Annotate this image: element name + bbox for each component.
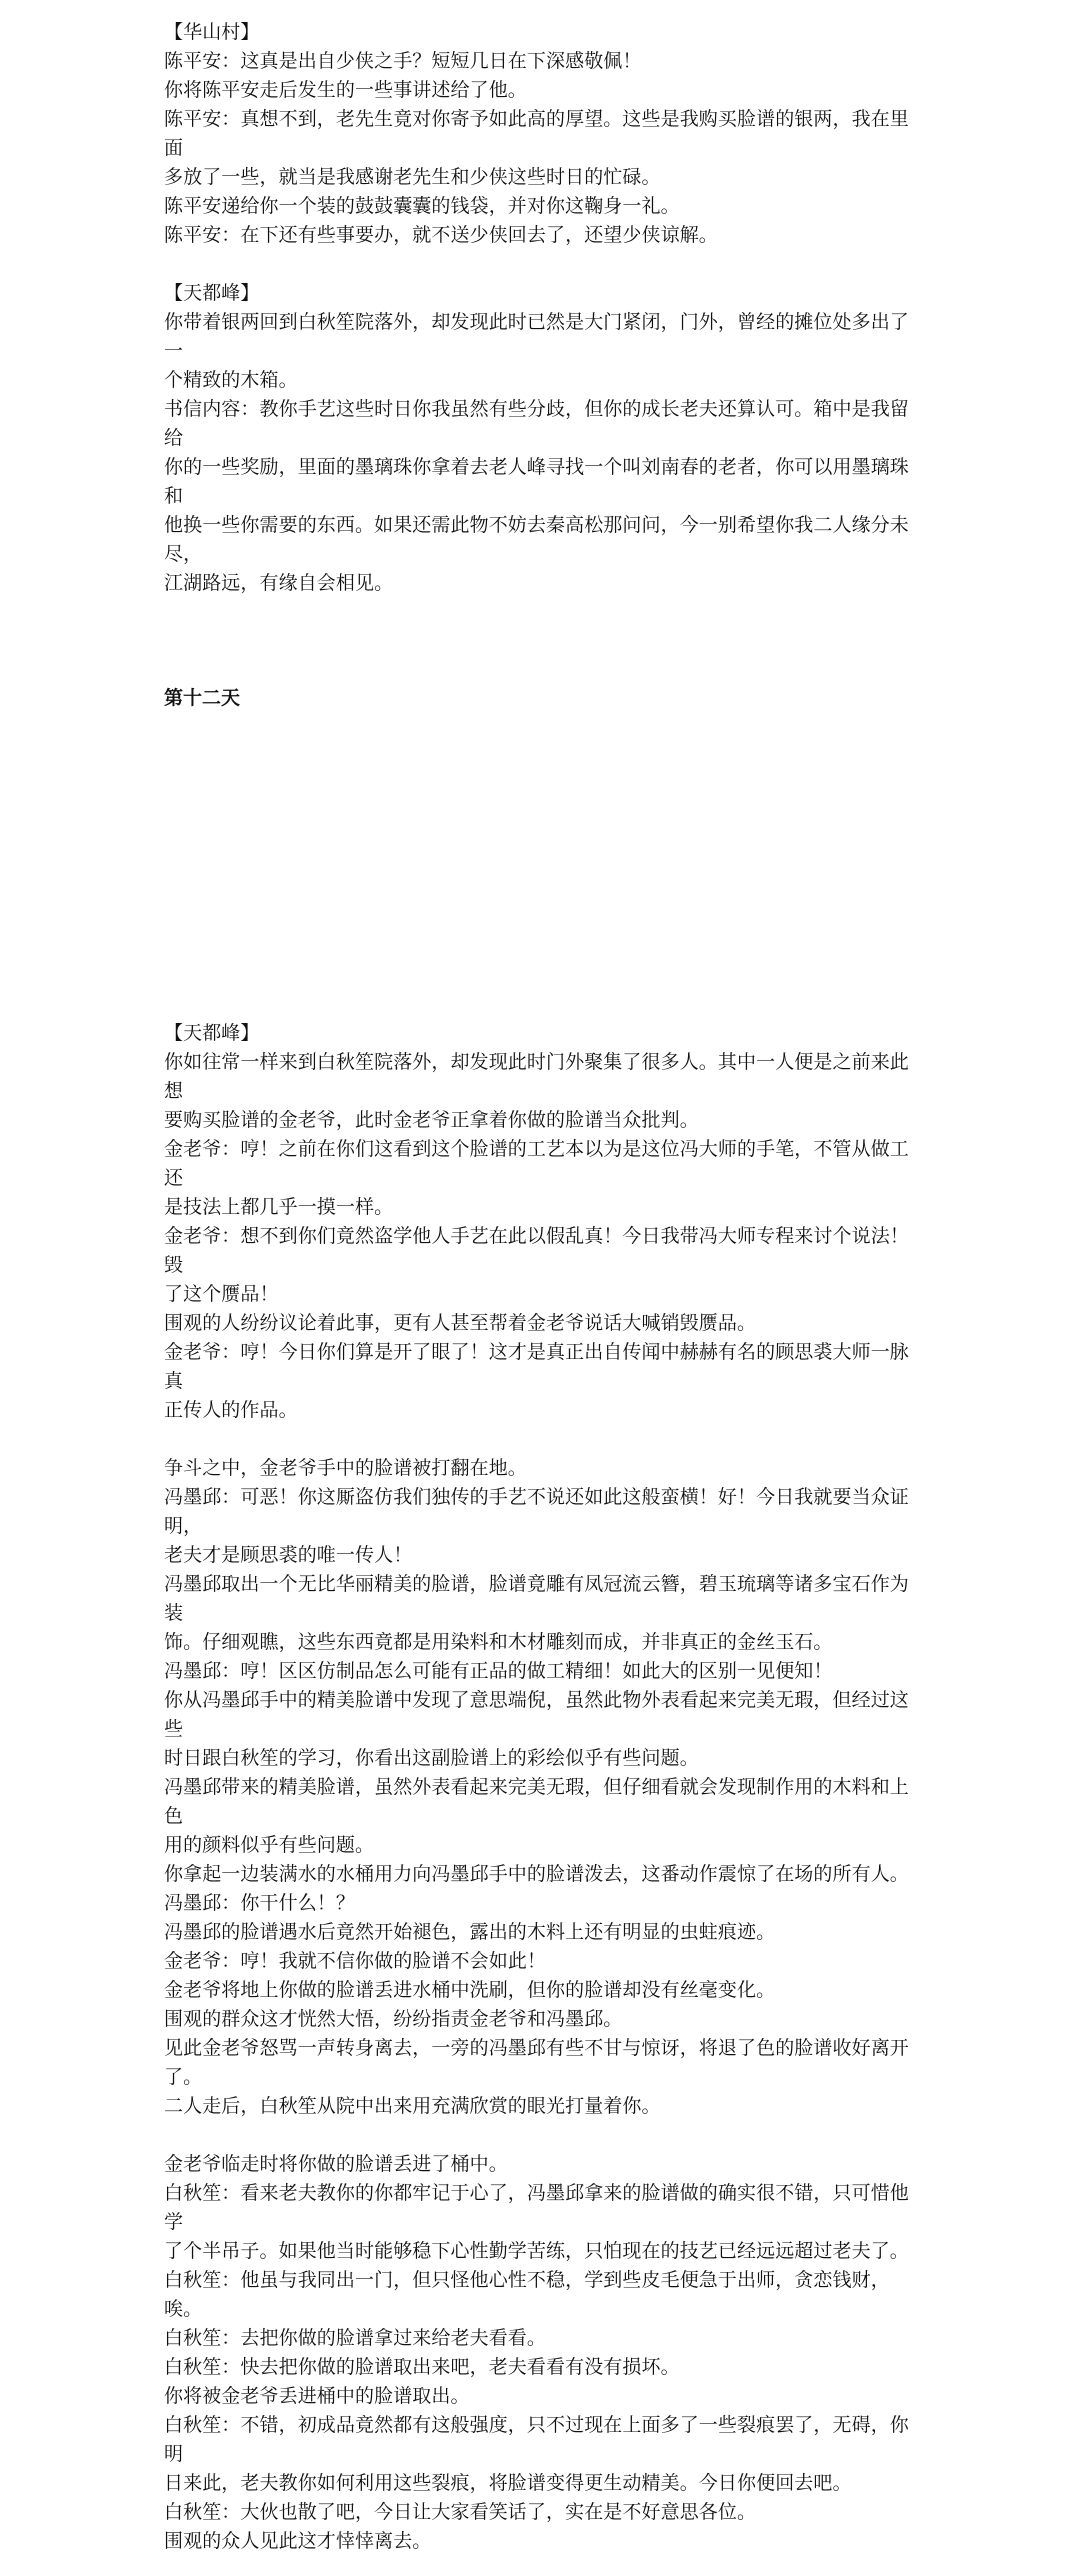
text-line: 陈平安：在下还有些事要办，就不送少侠回去了，还望少侠谅解。 (164, 224, 718, 246)
section-aftermath (164, 2150, 924, 2556)
text-line: 你的一些奖励，里面的墨璃珠你拿着去老人峰寻找一个叫刘南春的老者，你可以用墨璃珠和 (164, 456, 909, 507)
text-line: 是技法上都几乎一摸一样。 (164, 1196, 394, 1218)
text-line: 正传人的作品。 (164, 1399, 298, 1421)
text-line: 金老爷：哼！今日你们算是开了眼了！这才是真正出自传闻中赫赫有名的顾思裘大师一脉真 (164, 1341, 909, 1392)
text-line: 金老爷将地上你做的脸谱丢进水桶中洗刷，但你的脸谱却没有丝毫变化。 (164, 1979, 776, 2001)
paragraph-gap (164, 1425, 924, 1454)
text-line: 金老爷：哼！之前在你们这看到这个脸谱的工艺本以为是这位冯大师的手笔，不管从做工还 (164, 1138, 909, 1189)
section-heading: 【天都峰】 (164, 1022, 260, 1044)
text-line: 围观的众人见此这才悻悻离去。 (164, 2530, 432, 2552)
text-line: 陈平安：这真是出自少侠之手？短短几日在下深感敬佩！ (164, 50, 642, 72)
text-line: 金老爷临走时将你做的脸谱丢进了桶中。 (164, 2153, 508, 2175)
text-line: 书信内容：教你手艺这些时日你我虽然有些分歧，但你的成长老夫还算认可。箱中是我留给 (164, 398, 909, 449)
text-line: 围观的人纷纷议论着此事，更有人甚至帮着金老爷说话大喊销毁赝品。 (164, 1312, 757, 1334)
paragraph-gap (164, 2121, 924, 2150)
text-line: 日来此，老夫教你如何利用这些裂痕，将脸谱变得更生动精美。今日你便回去吧。 (164, 2472, 852, 2494)
section-tiandu-peak-dispute (164, 1019, 924, 1425)
text-line: 要购买脸谱的金老爷，此时金老爷正拿着你做的脸谱当众批判。 (164, 1109, 699, 1131)
text-line: 陈平安：真想不到，老先生竟对你寄予如此高的厚望。这些是我购买脸谱的银两，我在里面 (164, 108, 909, 159)
text-line: 白秋笙：他虽与我同出一门，但只怪他心性不稳，学到些皮毛便急于出师，贪恋钱财，唉。 (164, 2269, 890, 2320)
blank-space (164, 713, 924, 1019)
text-line: 江湖路远，有缘自会相见。 (164, 572, 394, 594)
text-line: 冯墨邱带来的精美脸谱，虽然外表看起来完美无瑕，但仔细看就会发现制作用的木料和上色 (164, 1776, 909, 1827)
text-line: 争斗之中，金老爷手中的脸谱被打翻在地。 (164, 1457, 527, 1479)
text-line: 冯墨邱：可恶！你这厮盗仿我们独传的手艺不说还如此这般蛮横！好！今日我就要当众证明， (164, 1486, 909, 1537)
text-line: 你带着银两回到白秋笙院落外，却发现此时已然是大门紧闭，门外，曾经的摊位处多出了一 (164, 311, 909, 362)
text-line: 多放了一些，就当是我感谢老先生和少侠这些时日的忙碌。 (164, 166, 661, 188)
blank-space (164, 598, 924, 684)
day-title: 第十二天 (164, 687, 241, 709)
text-line: 见此金老爷怒骂一声转身离去，一旁的冯墨邱有些不甘与惊讶，将退了色的脸谱收好离开了。 (164, 2037, 909, 2088)
text-line: 你将陈平安走后发生的一些事讲述给了他。 (164, 79, 527, 101)
text-line: 了个半吊子。如果他当时能够稳下心性勤学苦练，只怕现在的技艺已经远远超过老夫了。 (164, 2240, 909, 2262)
text-line: 个精致的木箱。 (164, 369, 298, 391)
text-line: 白秋笙：大伙也散了吧，今日让大家看笑话了，实在是不好意思各位。 (164, 2501, 757, 2523)
text-line: 时日跟白秋笙的学习，你看出这副脸谱上的彩绘似乎有些问题。 (164, 1747, 699, 1769)
text-line: 白秋笙：去把你做的脸谱拿过来给老夫看看。 (164, 2327, 547, 2349)
text-line: 二人走后，白秋笙从院中出来用充满欣赏的眼光打量着你。 (164, 2095, 661, 2117)
text-line: 金老爷：想不到你们竟然盗学他人手艺在此以假乱真！今日我带冯大师专程来讨个说法！毁 (164, 1225, 909, 1276)
text-line: 你如往常一样来到白秋笙院落外，却发现此时门外聚集了很多人。其中一人便是之前来此想 (164, 1051, 909, 1102)
section-heading: 【华山村】 (164, 21, 260, 43)
paragraph-gap (164, 250, 924, 279)
text-line: 金老爷：哼！我就不信你做的脸谱不会如此！ (164, 1950, 547, 1972)
text-line: 白秋笙：快去把你做的脸谱取出来吧，老夫看看有没有损坏。 (164, 2356, 680, 2378)
text-line: 冯墨邱：你干什么！？ (164, 1892, 356, 1914)
section-tiandu-peak-letter (164, 279, 924, 598)
text-line: 冯墨邱的脸谱遇水后竟然开始褪色，露出的木料上还有明显的虫蛀痕迹。 (164, 1921, 776, 1943)
text-line: 你拿起一边装满水的水桶用力向冯墨邱手中的脸谱泼去，这番动作震惊了在场的所有人。 (164, 1863, 909, 1885)
text-line: 陈平安递给你一个装的鼓鼓囊囊的钱袋，并对你这鞠身一礼。 (164, 195, 680, 217)
text-line: 冯墨邱取出一个无比华丽精美的脸谱，脸谱竟雕有凤冠流云簪，碧玉琉璃等诸多宝石作为装 (164, 1573, 909, 1624)
text-line: 你从冯墨邱手中的精美脸谱中发现了意思端倪，虽然此物外表看起来完美无瑕，但经过这些 (164, 1689, 909, 1740)
text-line: 用的颜料似乎有些问题。 (164, 1834, 375, 1856)
section-struggle (164, 1454, 924, 2121)
text-line: 了这个赝品！ (164, 1283, 279, 1305)
section-heading: 【天都峰】 (164, 282, 260, 304)
text-line: 围观的群众这才恍然大悟，纷纷指责金老爷和冯墨邱。 (164, 2008, 623, 2030)
text-line: 他换一些你需要的东西。如果还需此物不妨去秦高松那问问，今一别希望你我二人缘分未尽， (164, 514, 909, 565)
text-line: 老夫才是顾思裘的唯一传人！ (164, 1544, 413, 1566)
section-huashan-village (164, 18, 924, 250)
text-line: 你将被金老爷丢进桶中的脸谱取出。 (164, 2385, 470, 2407)
text-line: 白秋笙：看来老夫教你的你都牢记于心了，冯墨邱拿来的脸谱做的确实很不错，只可惜他学 (164, 2182, 909, 2233)
text-line: 白秋笙：不错，初成品竟然都有这般强度，只不过现在上面多了一些裂痕罢了，无碍，你明 (164, 2414, 909, 2465)
story-document (164, 18, 924, 2556)
text-line: 冯墨邱：哼！区区仿制品怎么可能有正品的做工精细！如此大的区别一见便知！ (164, 1660, 833, 1682)
text-line: 饰。仔细观瞧，这些东西竟都是用染料和木材雕刻而成，并非真正的金丝玉石。 (164, 1631, 833, 1653)
